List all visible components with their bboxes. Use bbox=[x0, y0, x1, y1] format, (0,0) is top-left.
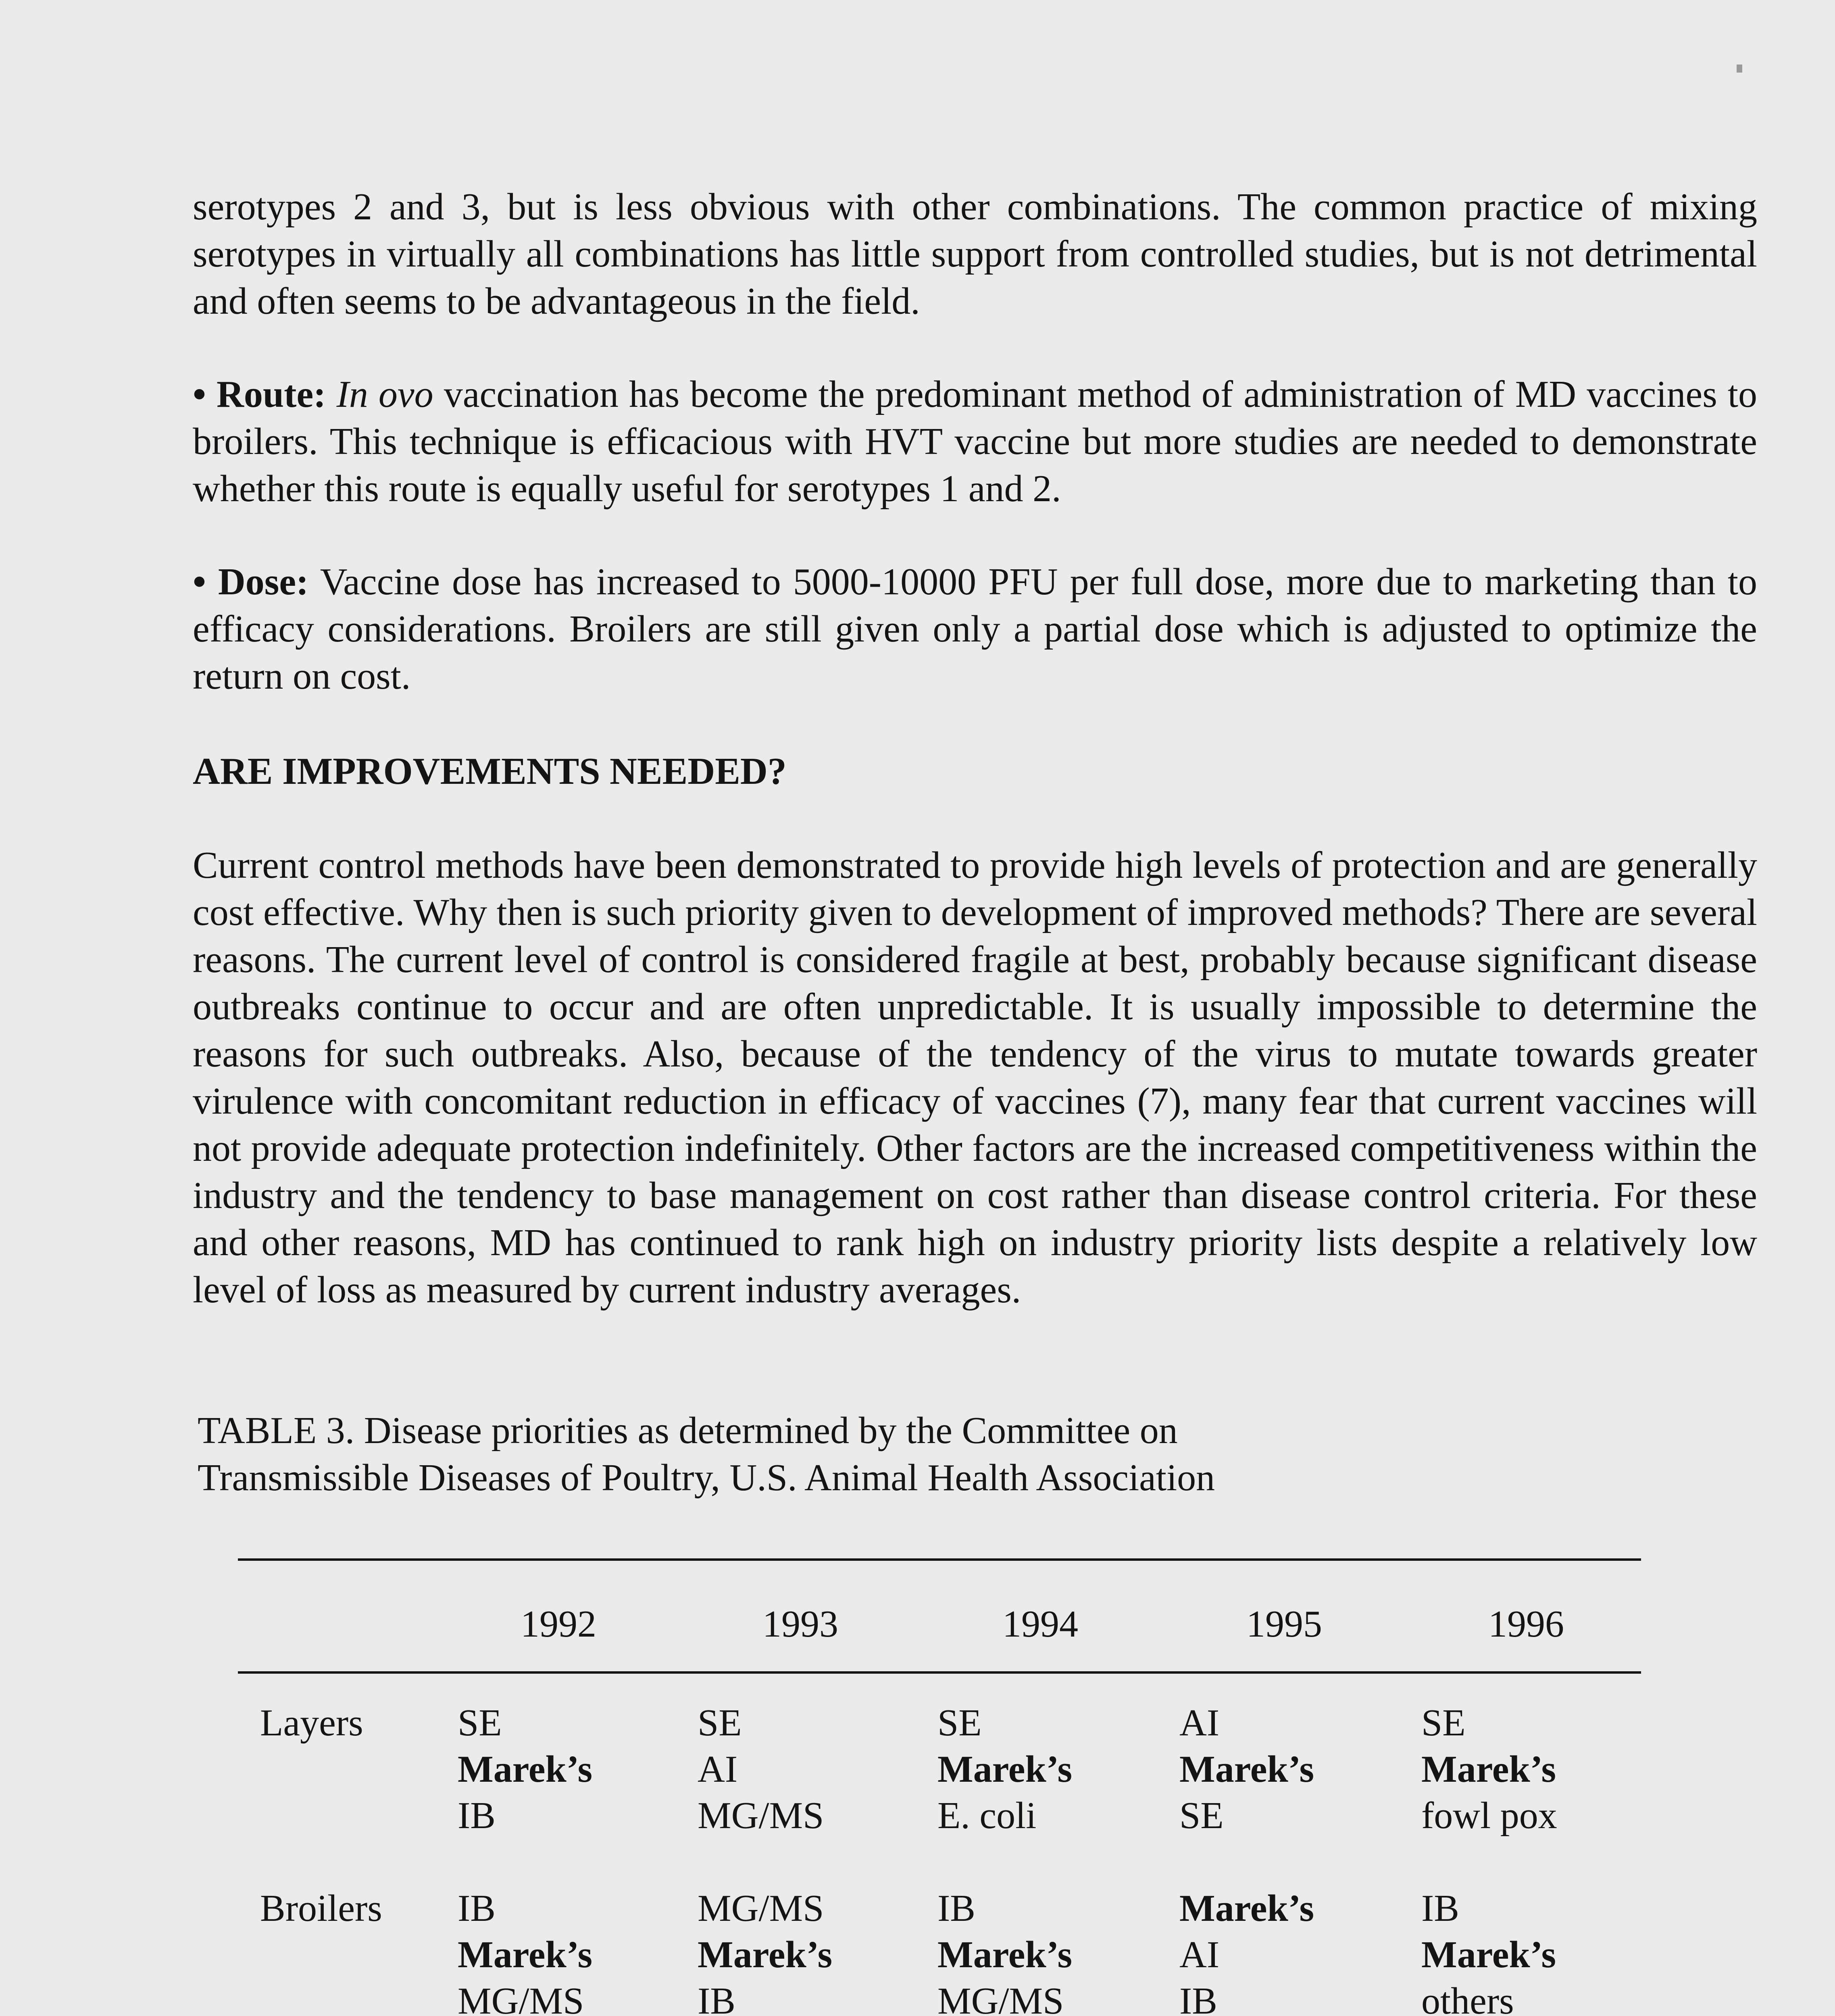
row-label-layers: Layers bbox=[260, 1702, 363, 1744]
bullet-route bbox=[193, 371, 1757, 512]
broilers-1996-1: IB bbox=[1421, 1887, 1459, 1929]
layers-1993-1: SE bbox=[698, 1702, 742, 1744]
broilers-1994-3: MG/MS bbox=[937, 1980, 1064, 2016]
broilers-1996-3: others bbox=[1421, 1980, 1514, 2016]
paragraph-serotypes bbox=[193, 183, 1757, 325]
table-header-rule bbox=[238, 1671, 1641, 1674]
broilers-1995-2: AI bbox=[1179, 1934, 1220, 1976]
paragraph-serotypes-text: serotypes 2 and 3, but is less obvious with other combinations. The common practice of mixing serotypes in virtually all combinations has little support from controlled studies, but is not detrimental and often seems to be advantageous in the field. bbox=[193, 186, 1757, 322]
layers-1994-1: SE bbox=[937, 1702, 982, 1744]
paragraph-improvements-text: Current control methods have been demonstrated to provide high levels of protection and are generally cost effective. Why then is such priority given to development of improved methods? There are several reasons. The current level of control is considered fragile at best, probably because significant disease outbreaks continue to occur and are often unpredictable. It is usually impossible to determine the reasons for such outbreaks. Also, because of the tendency of the virus to mutate towards greater virulence with concomitant reduction in efficacy of vaccines (7), many fear that current vaccines will not provide adequate protection indefinitely. Other factors are the increased competitiveness within the industry and the tendency to base management on cost rather than disease control criteria. For these and other reasons, MD has continued to rank high on industry priority lists despite a relatively low level of loss as measured by current industry averages. bbox=[193, 844, 1757, 1311]
layers-1992-1: SE bbox=[458, 1702, 502, 1744]
broilers-1992-1: IB bbox=[458, 1887, 496, 1929]
broilers-1994-2: Marek’s bbox=[937, 1934, 1073, 1976]
broilers-1993-3: IB bbox=[698, 1980, 735, 2016]
layers-1992-2: Marek’s bbox=[458, 1748, 593, 1790]
layers-1993-2: AI bbox=[698, 1748, 738, 1790]
bullet-route-text: vaccination has become the predominant method of administration of MD vaccines to broilers. This technique is efficacious with HVT vaccine but more studies are needed to demonstrate whether this route is equally useful for serotypes 1 and 2. bbox=[193, 373, 1757, 510]
bullet-dose bbox=[193, 558, 1757, 700]
bullet-route-lead: • Route: bbox=[193, 373, 326, 415]
year-header-1992: 1992 bbox=[521, 1603, 596, 1645]
layers-1994-3: E. coli bbox=[937, 1795, 1037, 1837]
broilers-1995-3: IB bbox=[1179, 1980, 1217, 2016]
section-heading: ARE IMPROVEMENTS NEEDED? bbox=[193, 750, 787, 792]
layers-1996-1: SE bbox=[1421, 1702, 1466, 1744]
table-caption-line-2: Transmissible Diseases of Poultry, U.S. Animal Health Association bbox=[198, 1457, 1215, 1499]
scan-mark bbox=[1737, 65, 1742, 73]
broilers-1996-2: Marek’s bbox=[1421, 1934, 1556, 1976]
broilers-1993-2: Marek’s bbox=[698, 1934, 833, 1976]
layers-1994-2: Marek’s bbox=[937, 1748, 1073, 1790]
layers-1995-1: AI bbox=[1179, 1702, 1220, 1744]
layers-1996-2: Marek’s bbox=[1421, 1748, 1556, 1790]
year-header-1996: 1996 bbox=[1488, 1603, 1564, 1645]
paragraph-improvements bbox=[193, 842, 1757, 1314]
layers-1993-3: MG/MS bbox=[698, 1795, 824, 1837]
table-caption-line-1: TABLE 3. Disease priorities as determined by the Committee on bbox=[198, 1410, 1178, 1452]
broilers-1993-1: MG/MS bbox=[698, 1887, 824, 1929]
layers-1992-3: IB bbox=[458, 1795, 496, 1837]
year-header-1994: 1994 bbox=[1002, 1603, 1078, 1645]
broilers-1994-1: IB bbox=[937, 1887, 975, 1929]
broilers-1992-3: MG/MS bbox=[458, 1980, 584, 2016]
table-top-rule bbox=[238, 1558, 1641, 1561]
row-label-broilers: Broilers bbox=[260, 1887, 382, 1929]
bullet-dose-lead: • Dose: bbox=[193, 561, 309, 603]
broilers-1992-2: Marek’s bbox=[458, 1934, 593, 1976]
year-header-1995: 1995 bbox=[1246, 1603, 1322, 1645]
table-caption bbox=[198, 1407, 1407, 1502]
bullet-dose-text: Vaccine dose has increased to 5000-10000 PFU per full dose, more due to marketing than to efficacy considerations. Broilers are still given only a partial dose which is adjusted to optimize the return on cost. bbox=[193, 561, 1757, 697]
bullet-route-italic: In ovo bbox=[336, 373, 433, 415]
layers-1995-3: SE bbox=[1179, 1795, 1224, 1837]
layers-1995-2: Marek’s bbox=[1179, 1748, 1314, 1790]
broilers-1995-1: Marek’s bbox=[1179, 1887, 1314, 1929]
year-header-1993: 1993 bbox=[762, 1603, 838, 1645]
layers-1996-3: fowl pox bbox=[1421, 1795, 1557, 1837]
